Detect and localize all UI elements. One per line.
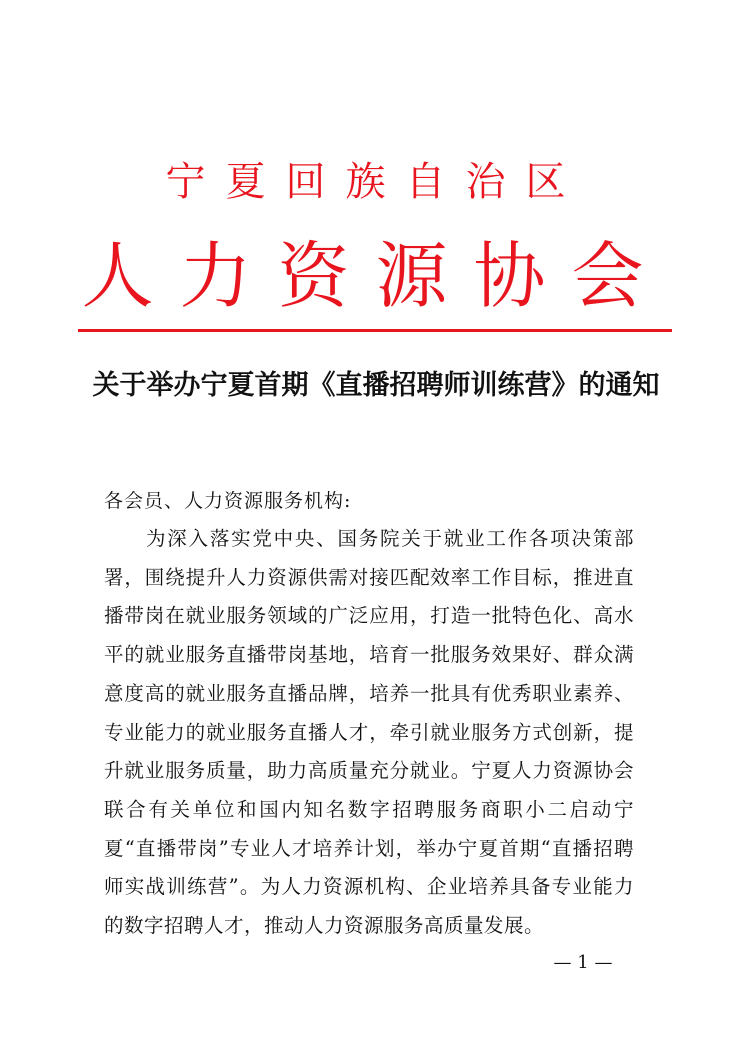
org-name-line2: 人力资源协会 <box>81 234 670 318</box>
red-divider <box>78 329 672 332</box>
org-name-line1: 宁夏回族自治区 <box>165 159 586 205</box>
notice-title: 关于举办宁夏首期《直播招聘师训练营》的通知 <box>92 370 660 401</box>
salutation: 各会员、人力资源服务机构: <box>104 490 352 512</box>
page-number: — 1 — <box>553 952 613 973</box>
body-paragraph: 为深入落实党中央、国务院关于就业工作各项决策部署，围绕提升人力资源供需对接匹配效率工作目标，推进直播带岗在就业服务领域的广泛应用，打造一批特色化、高水平的就业服务直播带岗基地，培育一批服务效果好、群众满意度高的就业服务直播品牌，培养一批具有优秀职业素养、专业能力的就业服务直播人才，牵引就业服务方式创新，提升就业服务质量，助力高质量充分就业。宁夏人力资源协会联合有关单位和国内知名数字招聘服务商职小二启动宁夏“直播带岗”专业人才培养计划，举办宁夏首期“直播招聘师实战训练营”。为人力资源机构、企业培养具备专业能力的数字招聘人才，推动人力资源服务高质量发展。 <box>104 527 634 938</box>
